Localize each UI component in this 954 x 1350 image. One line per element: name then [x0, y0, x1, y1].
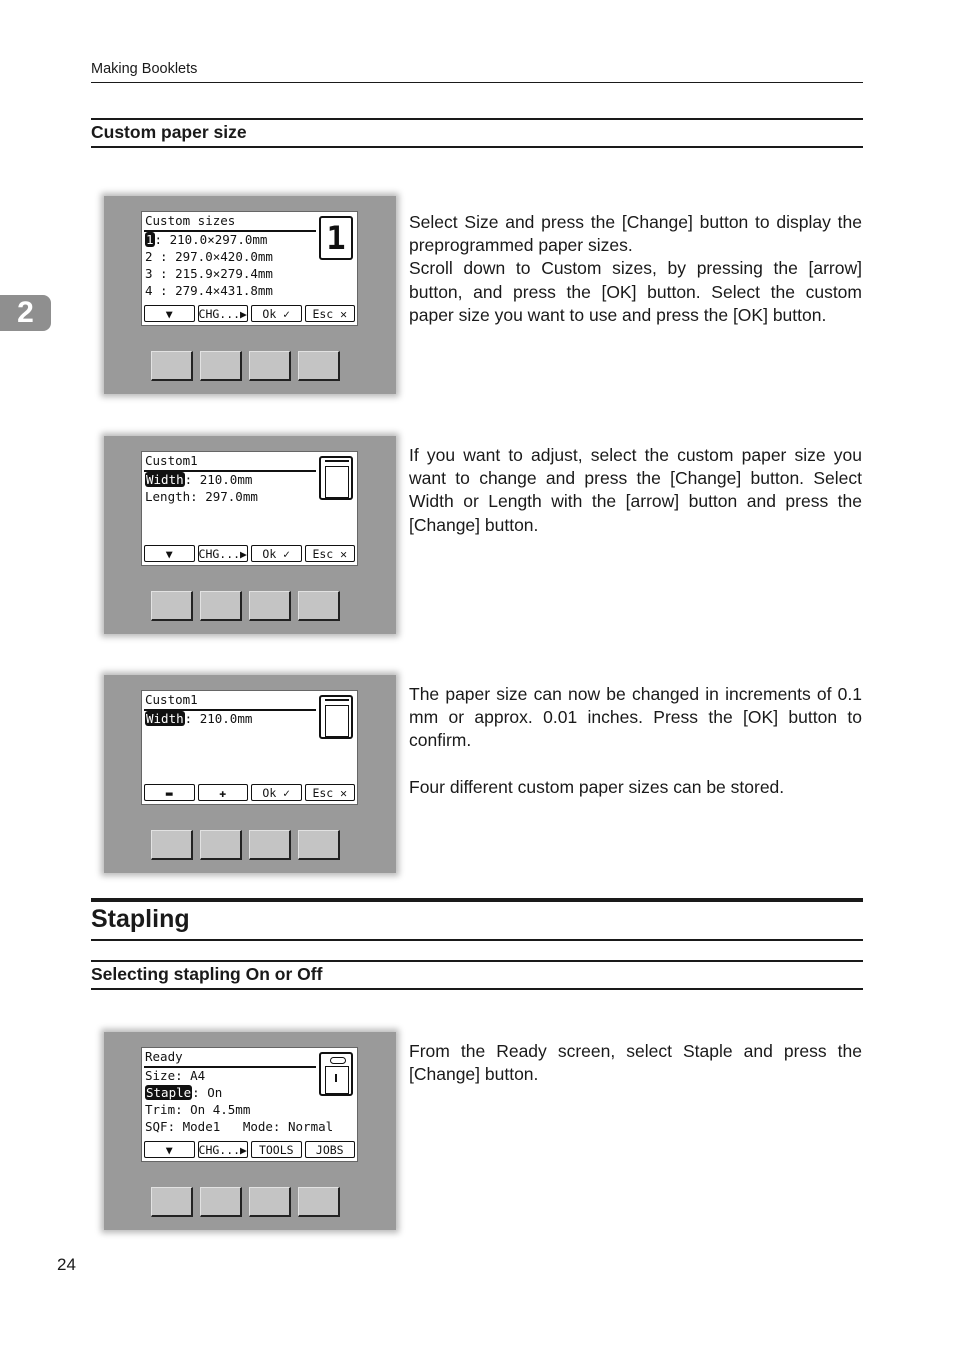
hardware-button-2[interactable]: [200, 830, 242, 860]
chapter-rule-top: [91, 898, 863, 902]
hardware-buttons: [151, 351, 340, 381]
hardware-button-4[interactable]: [298, 830, 340, 860]
softkey-change[interactable]: CHG...▶: [198, 1142, 247, 1157]
hardware-button-3[interactable]: [249, 591, 291, 621]
hardware-button-2[interactable]: [200, 351, 242, 381]
lcd-list-item[interactable]: 4 : 279.4×431.8mm: [145, 283, 273, 298]
lcd-trim-line[interactable]: Trim: On 4.5mm: [145, 1102, 251, 1117]
chapter-rule-bottom: [91, 939, 863, 941]
softkey-down-arrow[interactable]: ▼: [144, 305, 195, 322]
softkey-bar: [144, 305, 355, 322]
hardware-button-4[interactable]: [298, 591, 340, 621]
instruction-paragraph-2: If you want to adjust, select the custom paper size you want to change and press the [Change] button. Select Width or Length with the [arrow] button and press the [Change] button.: [409, 445, 862, 535]
lcd-sqf-line[interactable]: SQF: Mode1 Mode: Normal: [145, 1119, 334, 1134]
section-title-custom-paper-size: Custom paper size: [91, 122, 247, 142]
section-rule-top: [91, 960, 863, 962]
hardware-button-2[interactable]: [200, 591, 242, 621]
instruction-paragraph-1: Select Size and press the [Change] button to display the preprogrammed paper sizes. Scroll down to Custom sizes, by pressing the [arrow] button, and press the [OK] button. Select the custom paper size you want to use and press the [OK] button.: [409, 212, 862, 325]
hardware-buttons: [151, 591, 340, 621]
number-1-icon: 1: [319, 216, 353, 260]
hardware-buttons: [151, 830, 340, 860]
hardware-button-1[interactable]: [151, 1187, 193, 1217]
softkey-change[interactable]: CHG...▶: [198, 546, 247, 561]
section-rule-bottom: [91, 988, 863, 990]
softkey-bar: [144, 545, 355, 562]
softkey-bar: [144, 1141, 355, 1158]
hardware-button-3[interactable]: [249, 351, 291, 381]
lcd-size-line[interactable]: Size: A4: [145, 1068, 206, 1083]
softkey-tools[interactable]: TOOLS: [251, 1141, 302, 1158]
control-panel-custom1-adjust: [104, 436, 396, 634]
lcd-list-item[interactable]: 2 : 297.0×420.0mm: [145, 249, 273, 264]
lcd-width-line[interactable]: Width: 210.0mm: [146, 711, 253, 726]
softkey-bar: [144, 784, 355, 801]
header-rule: [91, 82, 863, 83]
hardware-buttons: [151, 1187, 340, 1217]
lcd-list-item[interactable]: 3 : 215.9×279.4mm: [145, 266, 273, 281]
running-header: Making Booklets: [91, 61, 198, 77]
control-panel-custom-sizes: [104, 196, 396, 394]
lcd-screen: [141, 211, 358, 326]
softkey-ok[interactable]: Ok ✓: [251, 784, 302, 801]
softkey-down-arrow[interactable]: ▼: [144, 1141, 195, 1158]
softkey-plus[interactable]: ✚: [198, 784, 249, 801]
section-rule-top: [91, 118, 863, 120]
instruction-paragraph-3: The paper size can now be changed in increments of 0.1 mm or approx. 0.01 inches. Press the [OK] button to confirm. Four different custom paper sizes can be stored.: [409, 684, 862, 797]
lcd-length-line[interactable]: Length: 297.0mm: [145, 489, 258, 504]
paper-sheet-icon: [319, 695, 353, 739]
paper-sheet-icon: [319, 456, 353, 500]
softkey-down-arrow[interactable]: ▼: [144, 545, 195, 562]
softkey-esc[interactable]: Esc ✕: [305, 784, 356, 801]
lcd-title: Custom1: [145, 692, 198, 707]
instruction-paragraph-5: From the Ready screen, select Staple and press the [Change] button.: [409, 1041, 862, 1085]
lcd-list-item[interactable]: 1: 210.0×297.0mm: [146, 232, 268, 247]
lcd-screen: [141, 451, 358, 566]
section-title-stapling: Stapling: [91, 905, 190, 933]
hardware-button-1[interactable]: [151, 830, 193, 860]
softkey-esc[interactable]: Esc ✕: [305, 305, 356, 322]
softkey-esc[interactable]: Esc ✕: [305, 545, 356, 562]
staple-icon: [319, 1052, 353, 1096]
lcd-width-line[interactable]: Width: 210.0mm: [146, 472, 253, 487]
section-rule-bottom: [91, 146, 863, 148]
lcd-staple-line[interactable]: Staple: On: [146, 1085, 223, 1100]
lcd-title: Custom1: [145, 453, 198, 468]
control-panel-custom1-increment: [104, 675, 396, 873]
hardware-button-3[interactable]: [249, 830, 291, 860]
page-number: 24: [57, 1255, 76, 1274]
softkey-jobs[interactable]: JOBS: [305, 1141, 356, 1158]
softkey-ok[interactable]: Ok ✓: [251, 305, 302, 322]
softkey-ok[interactable]: Ok ✓: [251, 545, 302, 562]
chapter-tab: 2: [0, 295, 51, 331]
hardware-button-4[interactable]: [298, 1187, 340, 1217]
softkey-change[interactable]: CHG...▶: [198, 306, 247, 321]
lcd-screen: [141, 690, 358, 805]
hardware-button-3[interactable]: [249, 1187, 291, 1217]
lcd-screen: [141, 1047, 358, 1162]
softkey-minus[interactable]: ▬: [144, 784, 195, 801]
lcd-title: Ready: [145, 1049, 183, 1064]
hardware-button-4[interactable]: [298, 351, 340, 381]
hardware-button-1[interactable]: [151, 591, 193, 621]
hardware-button-2[interactable]: [200, 1187, 242, 1217]
lcd-title: Custom sizes: [145, 213, 236, 228]
hardware-button-1[interactable]: [151, 351, 193, 381]
section-title-selecting-stapling: Selecting stapling On or Off: [91, 964, 323, 984]
control-panel-ready: [104, 1032, 396, 1230]
